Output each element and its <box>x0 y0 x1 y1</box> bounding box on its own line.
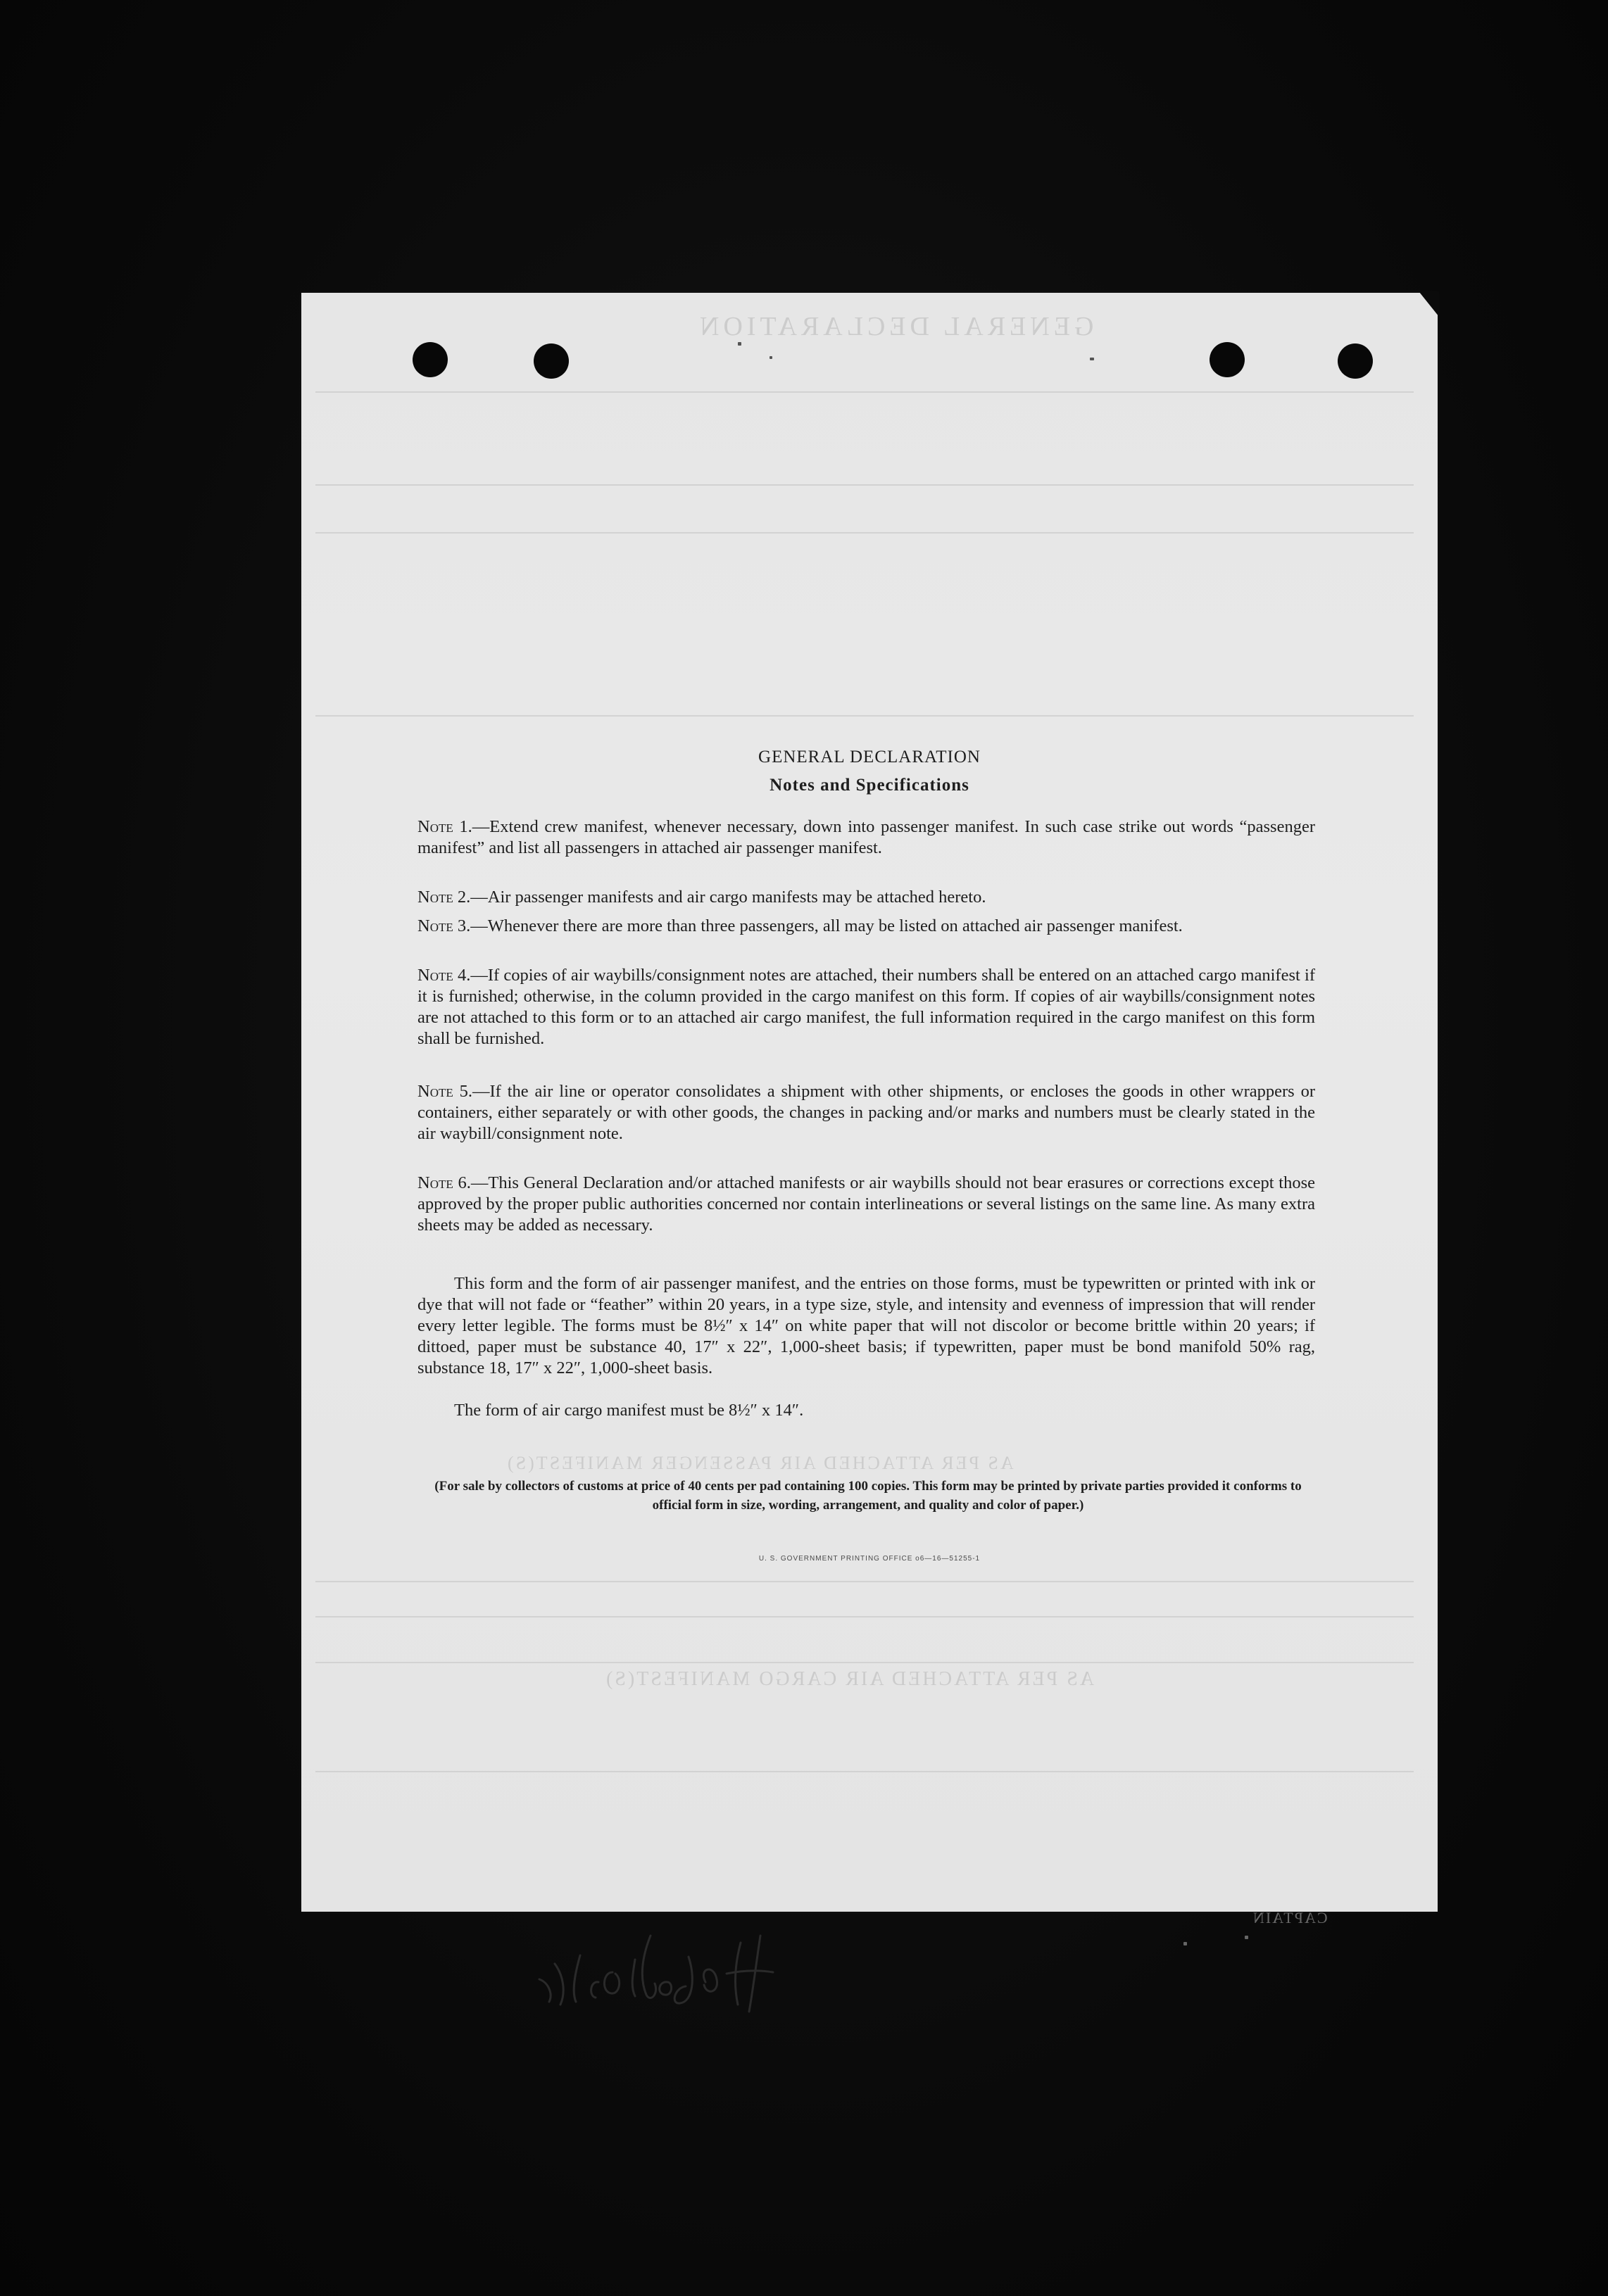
note-1: Note 1.—Extend crew manifest, whenever necessary, down into passenger manifest. In such case strike out words “passenger manifest” and list all passengers in attached air passenger manifest. <box>417 817 1316 857</box>
note-4: Note 4.—If copies of air waybills/consignment notes are attached, their numbers shall be entered on an attached cargo manifest if it is furnished; otherwise, in the column provided in the cargo manifest on this form. If copies of air waybills/consignment notes are not attached to this form or to an attached air cargo manifest, the full information required in the cargo manifest on this form shall be furnished. <box>417 966 1315 1048</box>
printing-office-imprint: U. S. GOVERNMENT PRINTING OFFICE o6—16—51255-1 <box>758 1555 981 1563</box>
note-label: Note 4. <box>417 966 471 985</box>
handwritten-signature <box>529 1915 783 2020</box>
note-label: Note 2. <box>417 888 471 907</box>
note-3: Note 3.—Whenever there are more than three passengers, all may be listed on attached air passenger manifest. <box>417 916 1183 935</box>
show-through-passenger-heading: AS PER ATTACHED AIR PASSENGER MANIFEST(S) <box>505 1453 1014 1473</box>
document-page <box>301 293 1438 1926</box>
printed-content <box>301 293 1438 1912</box>
note-text: Air passenger manifests and air cargo manifests may be attached hereto. <box>487 888 986 907</box>
note-label: Note 3. <box>417 916 471 935</box>
note-text: Whenever there are more than three passengers, all may be listed on attached air passenger manifest. <box>487 916 1183 935</box>
note-text: If copies of air waybills/consignment notes are attached, their numbers shall be entered on an attached cargo manifest if it is furnished; otherwise, in the column provided in the cargo manifest on this form. If copies of air waybills/consignment notes are not attached to this form or to an attached air cargo manifest, the full information required in the cargo manifest on this form shall be furnished. <box>417 966 1315 1048</box>
dust-speck <box>1245 1936 1248 1939</box>
dust-speck <box>1183 1942 1187 1945</box>
note-label: Note 1. <box>417 817 472 836</box>
show-through-captain: CAPTAIN <box>1252 1909 1328 1926</box>
note-5: Note 5.—If the air line or operator consolidates a shipment with other shipments, or encloses the goods in other wrappers or containers, either separately or with other goods, the changes in packing and/or marks and numbers must be clearly stated in the air waybill/consignment note. <box>417 1082 1315 1143</box>
note-text: Extend crew manifest, whenever necessary, down into passenger manifest. In such case strike out words “passenger manifest” and list all passengers in attached air passenger manifest. <box>417 817 1316 857</box>
note-6: Note 6.—This General Declaration and/or attached manifests or air waybills should not bear erasures or corrections except those approved by the proper public authorities concerned nor contain interlineations or several listings on the same line. As many extra sheets may be added as necessary. <box>417 1173 1315 1235</box>
note-label: Note 5. <box>417 1082 473 1101</box>
note-text: This General Declaration and/or attached manifests or air waybills should not bear erasures or corrections except those approved by the proper public authorities concerned nor contain interlineations or several listings on the same line. As many extra sheets may be added as necessary. <box>417 1173 1315 1235</box>
show-through-heading: GENERAL DECLARATION <box>696 312 1094 341</box>
document-subtitle: Notes and Specifications <box>770 776 969 795</box>
paper-requirements-paragraph: This form and the form of air passenger manifest, and the entries on those forms, must be typewritten or printed with ink or dye that will not fade or “feather” within 20 years, in a type size, style, and intensity and evenness of impression that will render every letter legible. The forms must be 8½″ x 14″ on white paper that will not discolor or become brittle within 20 years; if dittoed, paper must be substance 40, 17″ x 22″, 1,000-sheet basis; if typewritten, paper must be bond manifold 50% rag, substance 18, 17″ x 22″, 1,000-sheet basis. <box>417 1274 1315 1377</box>
document-title: GENERAL DECLARATION <box>758 748 981 767</box>
cargo-manifest-paragraph: The form of air cargo manifest must be 8½″ x 14″. <box>454 1401 804 1420</box>
sale-notice: (For sale by collectors of customs at price of 40 cents per pad containing 100 copies. This form may be printed by private parties provided it conforms to official form in size, wording, arrangement, and quality and color of paper.) <box>434 1479 1302 1513</box>
show-through-cargo-heading: AS PER ATTACHED AIR CARGO MANIFEST(S) <box>604 1668 1095 1690</box>
note-label: Note 6. <box>417 1173 471 1192</box>
note-text: If the air line or operator consolidates a shipment with other shipments, or encloses the goods in other wrappers or containers, either separately or with other goods, the changes in packing and/or marks and numbers must be clearly stated in the air waybill/consignment note. <box>417 1082 1315 1143</box>
note-2: Note 2.—Air passenger manifests and air cargo manifests may be attached hereto. <box>417 888 986 907</box>
